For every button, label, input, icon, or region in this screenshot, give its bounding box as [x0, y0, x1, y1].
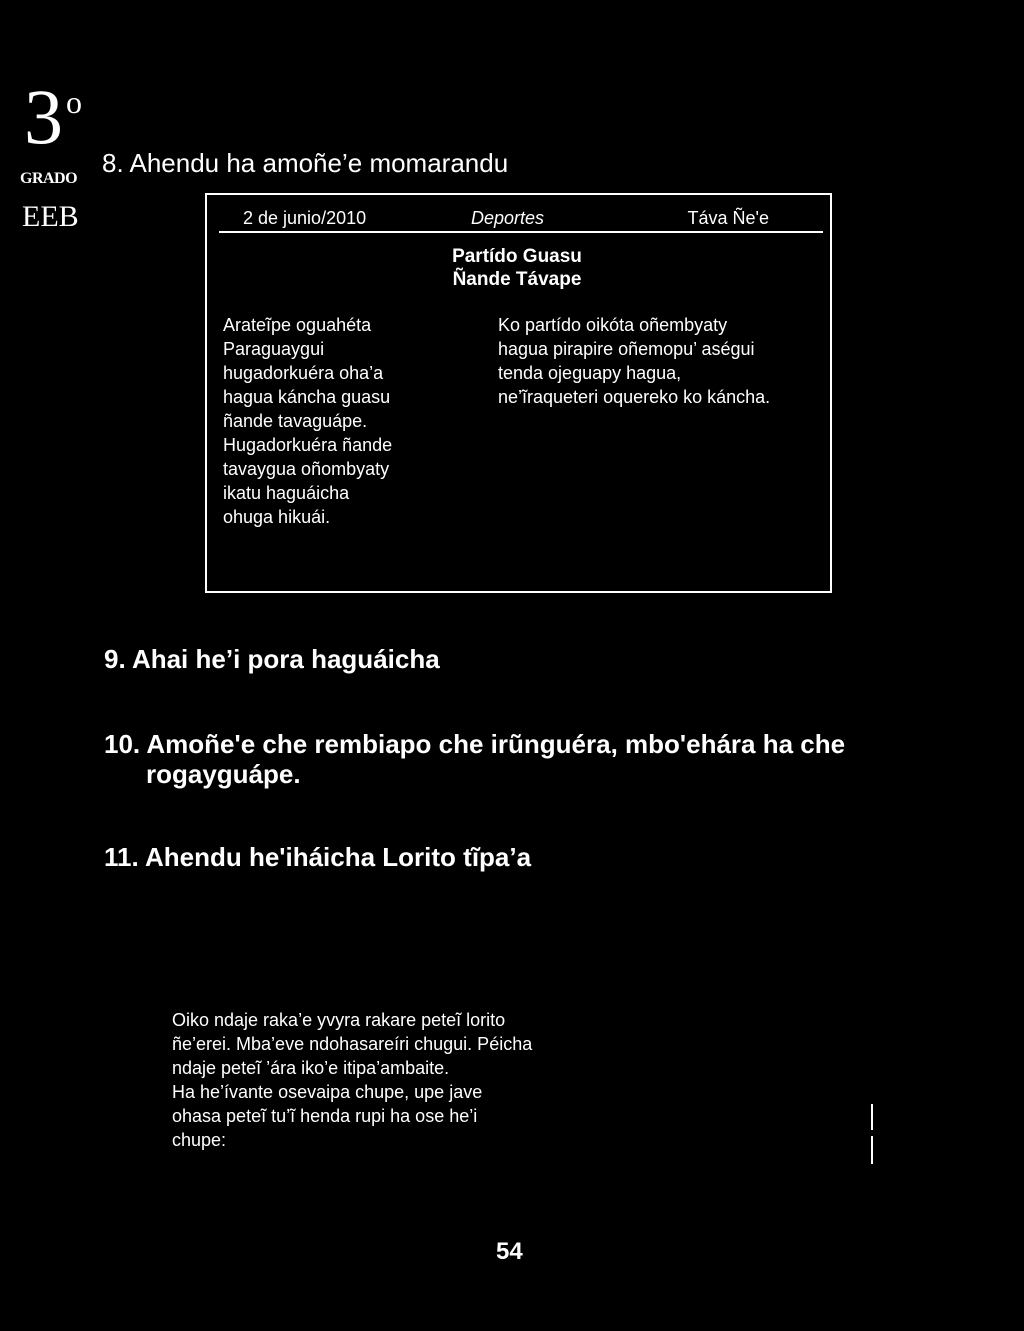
- newspaper-name: Táva Ñe'e: [687, 208, 769, 228]
- story-line: Oiko ndaje raka’e yvyra rakare peteĩ lorito: [172, 1010, 506, 1030]
- article-line: hugadorkuéra oha’a: [223, 363, 384, 383]
- newspaper-section: Deportes: [471, 208, 545, 228]
- vertical-mark: [871, 1104, 873, 1130]
- article-line: Hugadorkuéra ñande: [223, 435, 393, 455]
- article-line: hagua pirapire oñemopu’ aségui: [498, 339, 755, 359]
- story-line: Ha he’ívante osevaipa chupe, upe jave: [172, 1082, 483, 1102]
- article-line: tavaygua oñombyaty: [223, 459, 390, 479]
- newspaper-header: [219, 205, 823, 233]
- page-number: 54: [496, 1238, 523, 1265]
- article-line: tenda ojeguapy hagua,: [498, 363, 682, 383]
- story-text: [172, 1008, 632, 1152]
- article-line: Ko partído oikóta oñembyaty: [498, 315, 728, 335]
- headline-line: Ñande Távape: [452, 269, 582, 290]
- newspaper-right-column: [498, 313, 838, 409]
- article-line: Paraguaygui: [223, 339, 325, 359]
- article-line: hagua káncha guasu: [223, 387, 391, 407]
- grade-number: 3: [24, 73, 63, 160]
- newspaper-left-column: [223, 313, 443, 529]
- headline-line: Partído Guasu: [452, 246, 582, 267]
- exercise-11-heading: 11. Ahendu he'iháicha Lorito tĩpa’a: [104, 842, 532, 872]
- exercise-10-line: 10. Amoñe'e che rembiapo che irũnguéra, mbo'ehára ha che: [104, 729, 846, 759]
- exercise-10-heading: [104, 729, 845, 789]
- newspaper-date: 2 de junio/2010: [243, 208, 367, 228]
- article-line: ikatu haguáicha: [223, 483, 350, 503]
- grade-label: GRADO: [20, 170, 78, 187]
- story-line: chupe:: [172, 1130, 227, 1150]
- newspaper-headline: [407, 245, 627, 291]
- newspaper-clipping: [205, 193, 832, 593]
- exercise-9-heading: 9. Ahai he’i pora haguáicha: [104, 644, 440, 674]
- education-level-label: EEB: [22, 200, 79, 233]
- story-line: ñe’erei. Mba’eve ndohasareíri chugui. Péicha: [172, 1034, 533, 1054]
- article-line: Arateĩpe oguahéta: [223, 315, 372, 335]
- exercise-8-heading: 8. Ahendu ha amoñe’e momarandu: [102, 148, 509, 178]
- vertical-mark: [871, 1136, 873, 1164]
- story-line: ndaje peteĩ ’ára iko’e itipa’ambaite.: [172, 1058, 450, 1078]
- article-line: ne’ĩraqueteri oquereko ko káncha.: [498, 387, 771, 407]
- story-line: ohasa peteĩ tu’ĩ henda rupi ha ose he’i: [172, 1106, 478, 1126]
- article-line: ñande tavaguápe.: [223, 411, 368, 431]
- article-line: ohuga hikuái.: [223, 507, 331, 527]
- grade-superscript: o: [66, 84, 82, 120]
- exercise-10-line: rogayguápe.: [146, 759, 301, 789]
